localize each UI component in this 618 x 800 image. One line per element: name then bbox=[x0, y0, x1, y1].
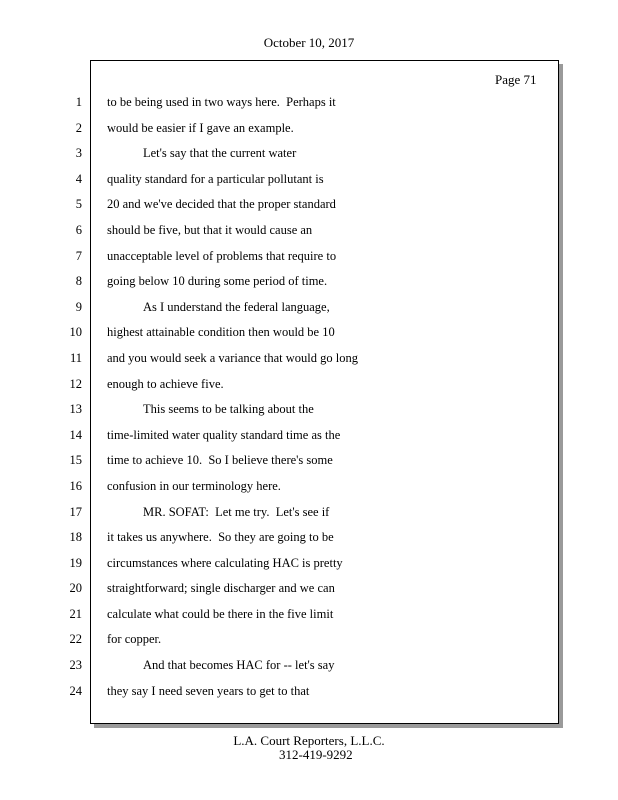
line-text: unacceptable level of problems that require to bbox=[107, 248, 337, 263]
transcript-line bbox=[0, 679, 618, 705]
line-text: to be being used in two ways here. Perhaps it bbox=[107, 95, 336, 109]
transcript-line bbox=[0, 116, 618, 142]
line-number: 17 bbox=[69, 504, 82, 519]
line-text: And that becomes HAC for -- let's say bbox=[143, 658, 335, 673]
transcript-line bbox=[0, 551, 618, 577]
line-text: going below 10 during some period of time. bbox=[107, 274, 328, 289]
page-number: Page 71 bbox=[495, 72, 537, 87]
transcript-lines bbox=[0, 90, 618, 704]
line-text: As I understand the federal language, bbox=[143, 299, 330, 314]
transcript-line bbox=[0, 244, 618, 270]
line-number: 3 bbox=[75, 146, 82, 161]
line-text: should be five, but that it would cause an bbox=[107, 222, 313, 237]
transcript-line bbox=[0, 218, 618, 244]
transcript-line bbox=[0, 525, 618, 551]
line-number: 12 bbox=[69, 376, 82, 391]
transcript-line bbox=[0, 448, 618, 474]
line-number: 10 bbox=[69, 325, 82, 340]
transcript-line bbox=[0, 423, 618, 449]
transcript-line bbox=[0, 627, 618, 653]
line-number: 1 bbox=[75, 95, 82, 109]
line-number: 19 bbox=[69, 555, 82, 570]
line-text: for copper. bbox=[107, 632, 162, 647]
line-number: 13 bbox=[69, 402, 82, 417]
transcript-line bbox=[0, 576, 618, 602]
line-number: 6 bbox=[75, 222, 82, 237]
transcript-line bbox=[0, 602, 618, 628]
transcript-line bbox=[0, 397, 618, 423]
line-number: 23 bbox=[69, 658, 82, 673]
transcript-line bbox=[0, 167, 618, 193]
line-number: 4 bbox=[75, 171, 82, 186]
transcript-line bbox=[0, 372, 618, 398]
line-text: highest attainable condition then would be 10 bbox=[107, 325, 335, 340]
line-text: they say I need seven years to get to that bbox=[107, 683, 310, 698]
transcript-line bbox=[0, 90, 618, 116]
transcript-line bbox=[0, 653, 618, 679]
line-text: confusion in our terminology here. bbox=[107, 478, 281, 493]
line-number: 5 bbox=[75, 197, 82, 212]
line-number: 8 bbox=[75, 274, 82, 289]
line-text: would be easier if I gave an example. bbox=[107, 120, 294, 135]
line-number: 7 bbox=[75, 248, 82, 263]
transcript-line bbox=[0, 192, 618, 218]
line-number: 11 bbox=[69, 350, 82, 365]
footer-company: L.A. Court Reporters, L.L.C. bbox=[233, 733, 385, 748]
line-text: straightforward; single discharger and we can bbox=[107, 581, 335, 596]
transcript-line bbox=[0, 346, 618, 372]
transcript-line bbox=[0, 320, 618, 346]
line-text: quality standard for a particular pollutant is bbox=[107, 171, 324, 186]
line-text: calculate what could be there in the five limit bbox=[107, 606, 334, 621]
line-text: This seems to be talking about the bbox=[143, 402, 314, 417]
footer-phone: 312-419-9292 bbox=[279, 747, 353, 762]
line-number: 16 bbox=[69, 478, 82, 493]
line-number: 15 bbox=[69, 453, 82, 468]
transcript-line bbox=[0, 500, 618, 526]
line-number: 9 bbox=[75, 299, 82, 314]
line-text: enough to achieve five. bbox=[107, 376, 224, 391]
line-text: and you would seek a variance that would go long bbox=[107, 350, 358, 365]
line-text: 20 and we've decided that the proper standard bbox=[107, 197, 336, 212]
transcript-line bbox=[0, 141, 618, 167]
line-number: 21 bbox=[69, 606, 82, 621]
transcript-date: October 10, 2017 bbox=[263, 35, 355, 50]
transcript-line bbox=[0, 295, 618, 321]
line-text: time-limited water quality standard time as the bbox=[107, 427, 341, 442]
line-number: 24 bbox=[69, 683, 82, 698]
line-text: MR. SOFAT: Let me try. Let's see if bbox=[143, 504, 330, 519]
line-number: 18 bbox=[69, 530, 82, 545]
line-text: Let's say that the current water bbox=[143, 146, 297, 161]
transcript-line bbox=[0, 269, 618, 295]
line-number: 22 bbox=[69, 632, 82, 647]
line-number: 20 bbox=[69, 581, 82, 596]
line-text: circumstances where calculating HAC is pretty bbox=[107, 555, 343, 570]
line-number: 2 bbox=[75, 120, 82, 135]
line-text: time to achieve 10. So I believe there's some bbox=[107, 453, 333, 468]
line-text: it takes us anywhere. So they are going to be bbox=[107, 530, 334, 545]
line-number: 14 bbox=[69, 427, 82, 442]
transcript-line bbox=[0, 474, 618, 500]
